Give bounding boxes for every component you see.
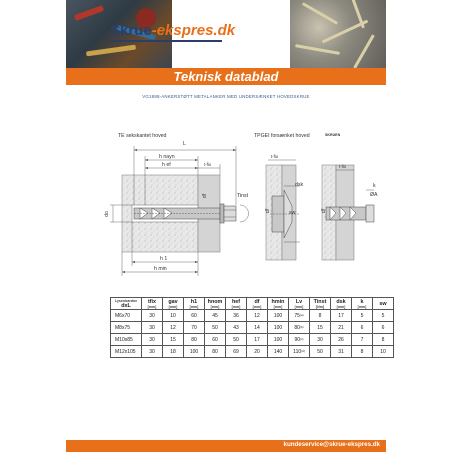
label-tinst: Tinst bbox=[237, 193, 249, 199]
label-h-min: h min bbox=[154, 266, 167, 272]
hex-head bbox=[224, 206, 236, 221]
spec-table bbox=[110, 297, 394, 358]
label-k: k bbox=[373, 183, 376, 189]
washer bbox=[220, 204, 224, 223]
page-title: Teknisk datablad bbox=[66, 68, 386, 85]
label-h-ef: h ef bbox=[162, 162, 171, 168]
footer-email[interactable]: kundeservice@skrue-ekspres.dk bbox=[283, 441, 380, 448]
caption-small: SKRUEN bbox=[325, 133, 341, 137]
label-df-small: df bbox=[321, 208, 328, 214]
label-h-nayn: h nayn bbox=[159, 154, 175, 160]
label-h1: h 1 bbox=[160, 256, 168, 262]
table-row: M12x105 30 18 100 80 69 20 140 110$^{(d)}$ 50 31 8 10 bbox=[111, 346, 394, 358]
label-t-fix-tp: t-fix bbox=[271, 154, 279, 159]
caption-tp: TPGEI forsænket hoved bbox=[254, 133, 310, 139]
caption-te: TE sekskantet hoved bbox=[118, 133, 167, 139]
label-df-tp: df bbox=[265, 208, 272, 214]
label-dsk: dsk bbox=[295, 182, 304, 188]
corner-cell: Lysenbardne dxL bbox=[111, 298, 142, 310]
footer-bar bbox=[66, 440, 386, 452]
label-df: df bbox=[202, 193, 209, 199]
label-L: L bbox=[183, 141, 186, 147]
table-row: M6x70 30 10 60 45 36 12 100 75$^{(a)}$ 8 17 5 5 bbox=[111, 310, 394, 322]
label-sw: sw bbox=[289, 210, 296, 216]
label-t-fix: t-fix bbox=[204, 162, 212, 167]
product-subtitle: VG1888-ANKERSTØTT METALANKER MED UNDERSÆNKET HOVEDSKRUE bbox=[142, 94, 310, 99]
label-t-fix-small: t-fix bbox=[339, 164, 347, 169]
label-d0: do bbox=[103, 211, 110, 217]
table-row: M8x75 30 12 70 50 43 14 100 80$^{(b)}$ 15 21 6 6 bbox=[111, 322, 394, 334]
label-dA: ØA bbox=[370, 192, 378, 198]
brand-logo: Skrue-ekspres.dk bbox=[110, 22, 236, 39]
table-row: M10x85 30 15 80 60 50 17 100 90$^{(c)}$ 30 26 7 8 bbox=[111, 334, 394, 346]
table-header-row: Lysenbardne dxL tfix [mm] gav [mm] h1 [mm] hnom [mm] hef [mm] df [mm] hmin [mm] Lv [mm] Tinst [Nm] dsk [mm] k [mm] sw bbox=[111, 298, 394, 310]
